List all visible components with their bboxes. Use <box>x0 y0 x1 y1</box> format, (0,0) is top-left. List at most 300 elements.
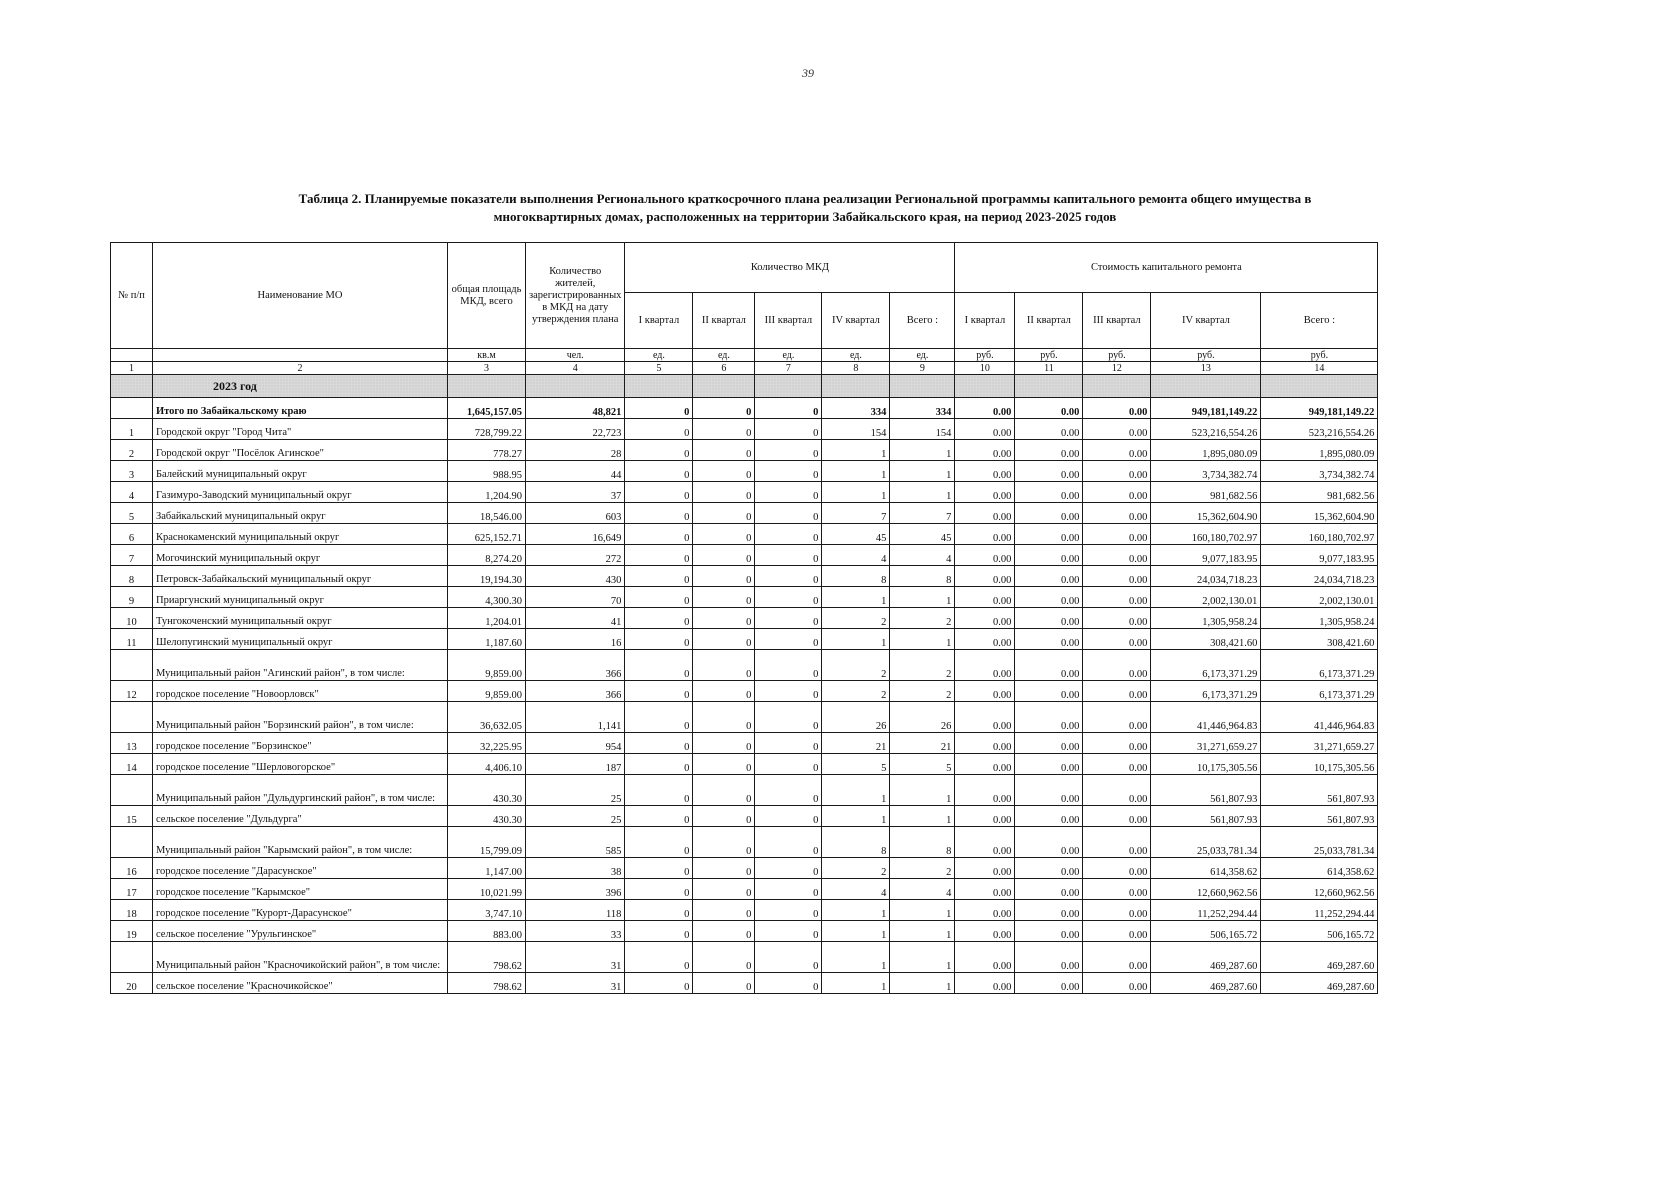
row-mkd-q4: 21 <box>822 733 890 754</box>
row-area: 728,799.22 <box>448 419 526 440</box>
row-mkd-total: 5 <box>890 754 955 775</box>
row-index: 14 <box>111 754 153 775</box>
row-mkd-q2: 0 <box>693 482 755 503</box>
row-mkd-q4: 2 <box>822 858 890 879</box>
row-index: 13 <box>111 733 153 754</box>
row-index: 5 <box>111 503 153 524</box>
row-cost-q1: 0.00 <box>955 879 1015 900</box>
row-mkd-q1: 0 <box>625 858 693 879</box>
header-idx: № п/п <box>111 243 153 349</box>
row-mkd-total: 1 <box>890 921 955 942</box>
row-cost-q4: 25,033,781.34 <box>1151 827 1261 858</box>
row-index: 12 <box>111 681 153 702</box>
row-area: 3,747.10 <box>448 900 526 921</box>
row-mkd-total: 8 <box>890 827 955 858</box>
row-index: 11 <box>111 629 153 650</box>
row-mkd-total: 4 <box>890 545 955 566</box>
row-mkd-q2: 0 <box>693 440 755 461</box>
header-mkd-q4: IV квартал <box>822 293 890 349</box>
row-cost-q1: 0.00 <box>955 629 1015 650</box>
row-area: 8,274.20 <box>448 545 526 566</box>
total-row <box>111 398 1378 419</box>
row-mkd-q3: 0 <box>755 587 822 608</box>
row-cost-q3: 0.00 <box>1083 545 1151 566</box>
row-cost-total: 41,446,964.83 <box>1261 702 1378 733</box>
row-cost-total: 3,734,382.74 <box>1261 461 1378 482</box>
row-cost-q2: 0.00 <box>1015 942 1083 973</box>
row-cost-q2: 0.00 <box>1015 398 1083 419</box>
row-cost-total: 24,034,718.23 <box>1261 566 1378 587</box>
unit-cell-1 <box>111 349 153 362</box>
row-mkd-q3: 0 <box>755 858 822 879</box>
row-mkd-total: 2 <box>890 608 955 629</box>
row-mkd-q2: 0 <box>693 608 755 629</box>
row-cost-q1: 0.00 <box>955 900 1015 921</box>
row-area: 1,204.01 <box>448 608 526 629</box>
row-residents: 44 <box>526 461 625 482</box>
row-cost-q2: 0.00 <box>1015 545 1083 566</box>
unit-cell-9: ед. <box>890 349 955 362</box>
row-residents: 38 <box>526 858 625 879</box>
table-row <box>111 650 1378 681</box>
table-row <box>111 754 1378 775</box>
row-residents: 37 <box>526 482 625 503</box>
row-area: 36,632.05 <box>448 702 526 733</box>
row-cost-q3: 0.00 <box>1083 921 1151 942</box>
row-area: 430.30 <box>448 806 526 827</box>
row-mkd-q3: 0 <box>755 419 822 440</box>
row-mkd-q2: 0 <box>693 900 755 921</box>
row-mkd-q2: 0 <box>693 942 755 973</box>
row-cost-total: 160,180,702.97 <box>1261 524 1378 545</box>
row-cost-q1: 0.00 <box>955 440 1015 461</box>
row-mkd-q1: 0 <box>625 629 693 650</box>
unit-cell-12: руб. <box>1083 349 1151 362</box>
row-mkd-q3: 0 <box>755 827 822 858</box>
table-row <box>111 461 1378 482</box>
table-row <box>111 608 1378 629</box>
row-mkd-q1: 0 <box>625 419 693 440</box>
row-mkd-q2: 0 <box>693 827 755 858</box>
units-row <box>111 349 1378 362</box>
row-residents: 31 <box>526 973 625 994</box>
row-area: 4,300.30 <box>448 587 526 608</box>
row-cost-q4: 6,173,371.29 <box>1151 650 1261 681</box>
row-area: 1,204.90 <box>448 482 526 503</box>
row-area: 9,859.00 <box>448 650 526 681</box>
row-name: Муниципальный район "Дульдургинский район", в том числе: <box>153 775 448 806</box>
row-cost-q1: 0.00 <box>955 806 1015 827</box>
row-mkd-q4: 8 <box>822 566 890 587</box>
header-area: общая площадь МКД, всего <box>448 243 526 349</box>
row-name: Могочинский муниципальный округ <box>153 545 448 566</box>
row-mkd-q3: 0 <box>755 503 822 524</box>
row-mkd-total: 2 <box>890 858 955 879</box>
header-mkd-q1: I квартал <box>625 293 693 349</box>
row-cost-q3: 0.00 <box>1083 806 1151 827</box>
row-name: городское поселение "Карымское" <box>153 879 448 900</box>
header-mkd-q2: II квартал <box>693 293 755 349</box>
row-mkd-total: 1 <box>890 461 955 482</box>
row-cost-total: 469,287.60 <box>1261 973 1378 994</box>
row-mkd-q1: 0 <box>625 921 693 942</box>
row-index <box>111 650 153 681</box>
column-number-5: 5 <box>625 362 693 375</box>
row-cost-q4: 949,181,149.22 <box>1151 398 1261 419</box>
row-cost-q1: 0.00 <box>955 566 1015 587</box>
page-number: 39 <box>802 66 814 80</box>
row-mkd-q3: 0 <box>755 545 822 566</box>
column-number-9: 9 <box>890 362 955 375</box>
row-mkd-q4: 1 <box>822 900 890 921</box>
row-mkd-q4: 4 <box>822 545 890 566</box>
row-cost-q1: 0.00 <box>955 702 1015 733</box>
row-mkd-q3: 0 <box>755 942 822 973</box>
row-cost-total: 1,305,958.24 <box>1261 608 1378 629</box>
row-cost-q3: 0.00 <box>1083 503 1151 524</box>
column-number-2: 2 <box>153 362 448 375</box>
row-cost-q4: 308,421.60 <box>1151 629 1261 650</box>
header-cost-q4: IV квартал <box>1151 293 1261 349</box>
row-mkd-q1: 0 <box>625 754 693 775</box>
row-mkd-q2: 0 <box>693 587 755 608</box>
row-cost-q3: 0.00 <box>1083 775 1151 806</box>
column-number-1: 1 <box>111 362 153 375</box>
row-mkd-q2: 0 <box>693 775 755 806</box>
row-cost-total: 308,421.60 <box>1261 629 1378 650</box>
row-cost-total: 614,358.62 <box>1261 858 1378 879</box>
row-cost-total: 25,033,781.34 <box>1261 827 1378 858</box>
row-mkd-q3: 0 <box>755 461 822 482</box>
column-number-3: 3 <box>448 362 526 375</box>
row-cost-q2: 0.00 <box>1015 629 1083 650</box>
row-residents: 187 <box>526 754 625 775</box>
row-mkd-q1: 0 <box>625 503 693 524</box>
row-mkd-q1: 0 <box>625 806 693 827</box>
row-cost-q3: 0.00 <box>1083 566 1151 587</box>
row-cost-q4: 3,734,382.74 <box>1151 461 1261 482</box>
table-row <box>111 942 1378 973</box>
row-mkd-q4: 154 <box>822 419 890 440</box>
row-cost-total: 949,181,149.22 <box>1261 398 1378 419</box>
row-name: Забайкальский муниципальный округ <box>153 503 448 524</box>
row-name: городское поселение "Новоорловск" <box>153 681 448 702</box>
row-cost-q1: 0.00 <box>955 754 1015 775</box>
row-mkd-q4: 26 <box>822 702 890 733</box>
row-area: 18,546.00 <box>448 503 526 524</box>
row-mkd-total: 8 <box>890 566 955 587</box>
row-cost-q2: 0.00 <box>1015 650 1083 681</box>
row-residents: 25 <box>526 775 625 806</box>
row-cost-q3: 0.00 <box>1083 629 1151 650</box>
column-numbers-row <box>111 362 1378 375</box>
row-cost-q3: 0.00 <box>1083 733 1151 754</box>
row-residents: 1,141 <box>526 702 625 733</box>
row-mkd-q1: 0 <box>625 650 693 681</box>
row-name: Тунгокоченский муниципальный округ <box>153 608 448 629</box>
row-cost-q1: 0.00 <box>955 461 1015 482</box>
table-row <box>111 702 1378 733</box>
row-mkd-total: 45 <box>890 524 955 545</box>
row-area: 1,147.00 <box>448 858 526 879</box>
row-cost-q1: 0.00 <box>955 650 1015 681</box>
row-cost-q4: 469,287.60 <box>1151 942 1261 973</box>
row-cost-q2: 0.00 <box>1015 440 1083 461</box>
row-mkd-q2: 0 <box>693 398 755 419</box>
table-title-line2: многоквартирных домах, расположенных на территории Забайкальского края, на период 2023-2025 годов <box>493 209 1117 224</box>
row-mkd-q1: 0 <box>625 775 693 806</box>
row-residents: 25 <box>526 806 625 827</box>
row-mkd-q3: 0 <box>755 973 822 994</box>
row-index: 3 <box>111 461 153 482</box>
row-residents: 430 <box>526 566 625 587</box>
row-index: 1 <box>111 419 153 440</box>
row-cost-q3: 0.00 <box>1083 587 1151 608</box>
row-cost-q3: 0.00 <box>1083 482 1151 503</box>
row-area: 19,194.30 <box>448 566 526 587</box>
row-index <box>111 942 153 973</box>
row-mkd-total: 1 <box>890 440 955 461</box>
row-cost-q4: 11,252,294.44 <box>1151 900 1261 921</box>
row-cost-total: 506,165.72 <box>1261 921 1378 942</box>
unit-cell-13: руб. <box>1151 349 1261 362</box>
row-area: 15,799.09 <box>448 827 526 858</box>
row-mkd-q2: 0 <box>693 503 755 524</box>
row-cost-q4: 24,034,718.23 <box>1151 566 1261 587</box>
row-cost-q4: 561,807.93 <box>1151 775 1261 806</box>
row-cost-q3: 0.00 <box>1083 440 1151 461</box>
row-mkd-q1: 0 <box>625 398 693 419</box>
row-cost-q1: 0.00 <box>955 545 1015 566</box>
row-cost-q2: 0.00 <box>1015 900 1083 921</box>
row-mkd-q1: 0 <box>625 440 693 461</box>
row-mkd-q1: 0 <box>625 461 693 482</box>
row-cost-q4: 1,305,958.24 <box>1151 608 1261 629</box>
row-index <box>111 398 153 419</box>
row-cost-q4: 561,807.93 <box>1151 806 1261 827</box>
row-mkd-q3: 0 <box>755 921 822 942</box>
row-mkd-total: 1 <box>890 900 955 921</box>
header-mkd-total: Всего : <box>890 293 955 349</box>
row-mkd-q3: 0 <box>755 608 822 629</box>
row-cost-q3: 0.00 <box>1083 524 1151 545</box>
row-cost-q4: 469,287.60 <box>1151 973 1261 994</box>
row-cost-q3: 0.00 <box>1083 900 1151 921</box>
row-mkd-q3: 0 <box>755 650 822 681</box>
table-row <box>111 681 1378 702</box>
unit-cell-5: ед. <box>625 349 693 362</box>
row-mkd-q4: 1 <box>822 482 890 503</box>
row-mkd-q3: 0 <box>755 733 822 754</box>
row-mkd-q2: 0 <box>693 754 755 775</box>
column-number-10: 10 <box>955 362 1015 375</box>
row-mkd-q3: 0 <box>755 879 822 900</box>
row-mkd-q1: 0 <box>625 545 693 566</box>
column-number-12: 12 <box>1083 362 1151 375</box>
row-cost-q4: 2,002,130.01 <box>1151 587 1261 608</box>
row-mkd-q2: 0 <box>693 461 755 482</box>
row-name: Приаргунский муниципальный округ <box>153 587 448 608</box>
row-name: Газимуро-Заводский муниципальный округ <box>153 482 448 503</box>
row-mkd-q4: 45 <box>822 524 890 545</box>
row-mkd-q2: 0 <box>693 650 755 681</box>
row-cost-q4: 1,895,080.09 <box>1151 440 1261 461</box>
row-residents: 41 <box>526 608 625 629</box>
row-mkd-q1: 0 <box>625 733 693 754</box>
row-cost-q3: 0.00 <box>1083 827 1151 858</box>
row-cost-q4: 6,173,371.29 <box>1151 681 1261 702</box>
row-cost-q4: 10,175,305.56 <box>1151 754 1261 775</box>
row-cost-q3: 0.00 <box>1083 942 1151 973</box>
column-number-6: 6 <box>693 362 755 375</box>
row-index: 15 <box>111 806 153 827</box>
header-residents: Количество жителей, зарегистрированных в МКД на дату утверждения плана <box>526 243 625 349</box>
row-mkd-q4: 1 <box>822 942 890 973</box>
column-number-13: 13 <box>1151 362 1261 375</box>
row-area: 883.00 <box>448 921 526 942</box>
table-row <box>111 587 1378 608</box>
year-row <box>111 375 1378 398</box>
table-row <box>111 440 1378 461</box>
row-cost-total: 469,287.60 <box>1261 942 1378 973</box>
row-residents: 585 <box>526 827 625 858</box>
row-mkd-q4: 1 <box>822 921 890 942</box>
row-mkd-q2: 0 <box>693 858 755 879</box>
header-cost-q1: I квартал <box>955 293 1015 349</box>
row-cost-q4: 160,180,702.97 <box>1151 524 1261 545</box>
row-cost-total: 2,002,130.01 <box>1261 587 1378 608</box>
row-name: Муниципальный район "Борзинский район", в том числе: <box>153 702 448 733</box>
row-name: городское поселение "Шерловогорское" <box>153 754 448 775</box>
row-area: 430.30 <box>448 775 526 806</box>
row-mkd-q3: 0 <box>755 775 822 806</box>
row-residents: 48,821 <box>526 398 625 419</box>
unit-cell-14: руб. <box>1261 349 1378 362</box>
row-mkd-q1: 0 <box>625 608 693 629</box>
row-mkd-q1: 0 <box>625 900 693 921</box>
row-area: 1,645,157.05 <box>448 398 526 419</box>
row-area: 10,021.99 <box>448 879 526 900</box>
row-mkd-q1: 0 <box>625 942 693 973</box>
table-row <box>111 921 1378 942</box>
row-mkd-total: 2 <box>890 650 955 681</box>
row-mkd-q3: 0 <box>755 482 822 503</box>
row-cost-total: 6,173,371.29 <box>1261 681 1378 702</box>
row-mkd-total: 1 <box>890 973 955 994</box>
row-mkd-q3: 0 <box>755 900 822 921</box>
row-name: Городской округ "Город Чита" <box>153 419 448 440</box>
row-cost-q2: 0.00 <box>1015 879 1083 900</box>
header-mkd-group: Количество МКД <box>625 243 955 293</box>
row-area: 625,152.71 <box>448 524 526 545</box>
row-cost-total: 9,077,183.95 <box>1261 545 1378 566</box>
row-name: городское поселение "Борзинское" <box>153 733 448 754</box>
row-cost-total: 12,660,962.56 <box>1261 879 1378 900</box>
row-cost-q2: 0.00 <box>1015 419 1083 440</box>
row-cost-q1: 0.00 <box>955 733 1015 754</box>
row-mkd-total: 334 <box>890 398 955 419</box>
row-cost-q2: 0.00 <box>1015 566 1083 587</box>
row-cost-q2: 0.00 <box>1015 681 1083 702</box>
header-name: Наименование МО <box>153 243 448 349</box>
row-mkd-q4: 1 <box>822 587 890 608</box>
row-name: Муниципальный район "Красночикойский район", в том числе: <box>153 942 448 973</box>
row-area: 988.95 <box>448 461 526 482</box>
row-cost-q2: 0.00 <box>1015 608 1083 629</box>
table-title <box>110 190 1500 226</box>
row-cost-q1: 0.00 <box>955 503 1015 524</box>
header-cost-q3: III квартал <box>1083 293 1151 349</box>
row-residents: 22,723 <box>526 419 625 440</box>
row-cost-q1: 0.00 <box>955 921 1015 942</box>
row-cost-q2: 0.00 <box>1015 461 1083 482</box>
row-cost-total: 561,807.93 <box>1261 775 1378 806</box>
row-mkd-q2: 0 <box>693 879 755 900</box>
row-cost-q4: 9,077,183.95 <box>1151 545 1261 566</box>
column-number-8: 8 <box>822 362 890 375</box>
table-row <box>111 973 1378 994</box>
row-cost-q1: 0.00 <box>955 942 1015 973</box>
row-cost-q2: 0.00 <box>1015 503 1083 524</box>
row-mkd-q4: 4 <box>822 879 890 900</box>
row-mkd-q4: 8 <box>822 827 890 858</box>
row-mkd-q2: 0 <box>693 545 755 566</box>
row-mkd-q1: 0 <box>625 587 693 608</box>
row-name: Городской округ "Посёлок Агинское" <box>153 440 448 461</box>
row-cost-q2: 0.00 <box>1015 973 1083 994</box>
row-mkd-q4: 2 <box>822 681 890 702</box>
row-mkd-total: 21 <box>890 733 955 754</box>
row-mkd-q1: 0 <box>625 702 693 733</box>
row-area: 4,406.10 <box>448 754 526 775</box>
row-mkd-q1: 0 <box>625 482 693 503</box>
row-mkd-q3: 0 <box>755 566 822 587</box>
unit-cell-11: руб. <box>1015 349 1083 362</box>
row-mkd-q1: 0 <box>625 566 693 587</box>
row-name: городское поселение "Дарасунское" <box>153 858 448 879</box>
row-mkd-total: 7 <box>890 503 955 524</box>
row-cost-q2: 0.00 <box>1015 482 1083 503</box>
row-residents: 272 <box>526 545 625 566</box>
column-number-4: 4 <box>526 362 625 375</box>
column-number-11: 11 <box>1015 362 1083 375</box>
unit-cell-6: ед. <box>693 349 755 362</box>
table-row <box>111 733 1378 754</box>
row-mkd-q2: 0 <box>693 566 755 587</box>
row-area: 778.27 <box>448 440 526 461</box>
row-mkd-q1: 0 <box>625 524 693 545</box>
column-number-14: 14 <box>1261 362 1378 375</box>
row-cost-total: 11,252,294.44 <box>1261 900 1378 921</box>
row-index: 8 <box>111 566 153 587</box>
row-mkd-q3: 0 <box>755 754 822 775</box>
table-row <box>111 629 1378 650</box>
table-row <box>111 827 1378 858</box>
row-cost-q1: 0.00 <box>955 482 1015 503</box>
row-cost-q2: 0.00 <box>1015 587 1083 608</box>
table-title-line1: Таблица 2. Планируемые показатели выполнения Регионального краткосрочного плана реализации Региональной программы капитального ремонта общего имущества в <box>298 191 1312 206</box>
row-mkd-q1: 0 <box>625 879 693 900</box>
row-index <box>111 827 153 858</box>
row-cost-total: 1,895,080.09 <box>1261 440 1378 461</box>
row-cost-q3: 0.00 <box>1083 650 1151 681</box>
row-mkd-q1: 0 <box>625 681 693 702</box>
row-mkd-q2: 0 <box>693 681 755 702</box>
row-index: 6 <box>111 524 153 545</box>
row-index: 17 <box>111 879 153 900</box>
row-mkd-q2: 0 <box>693 702 755 733</box>
unit-cell-2 <box>153 349 448 362</box>
